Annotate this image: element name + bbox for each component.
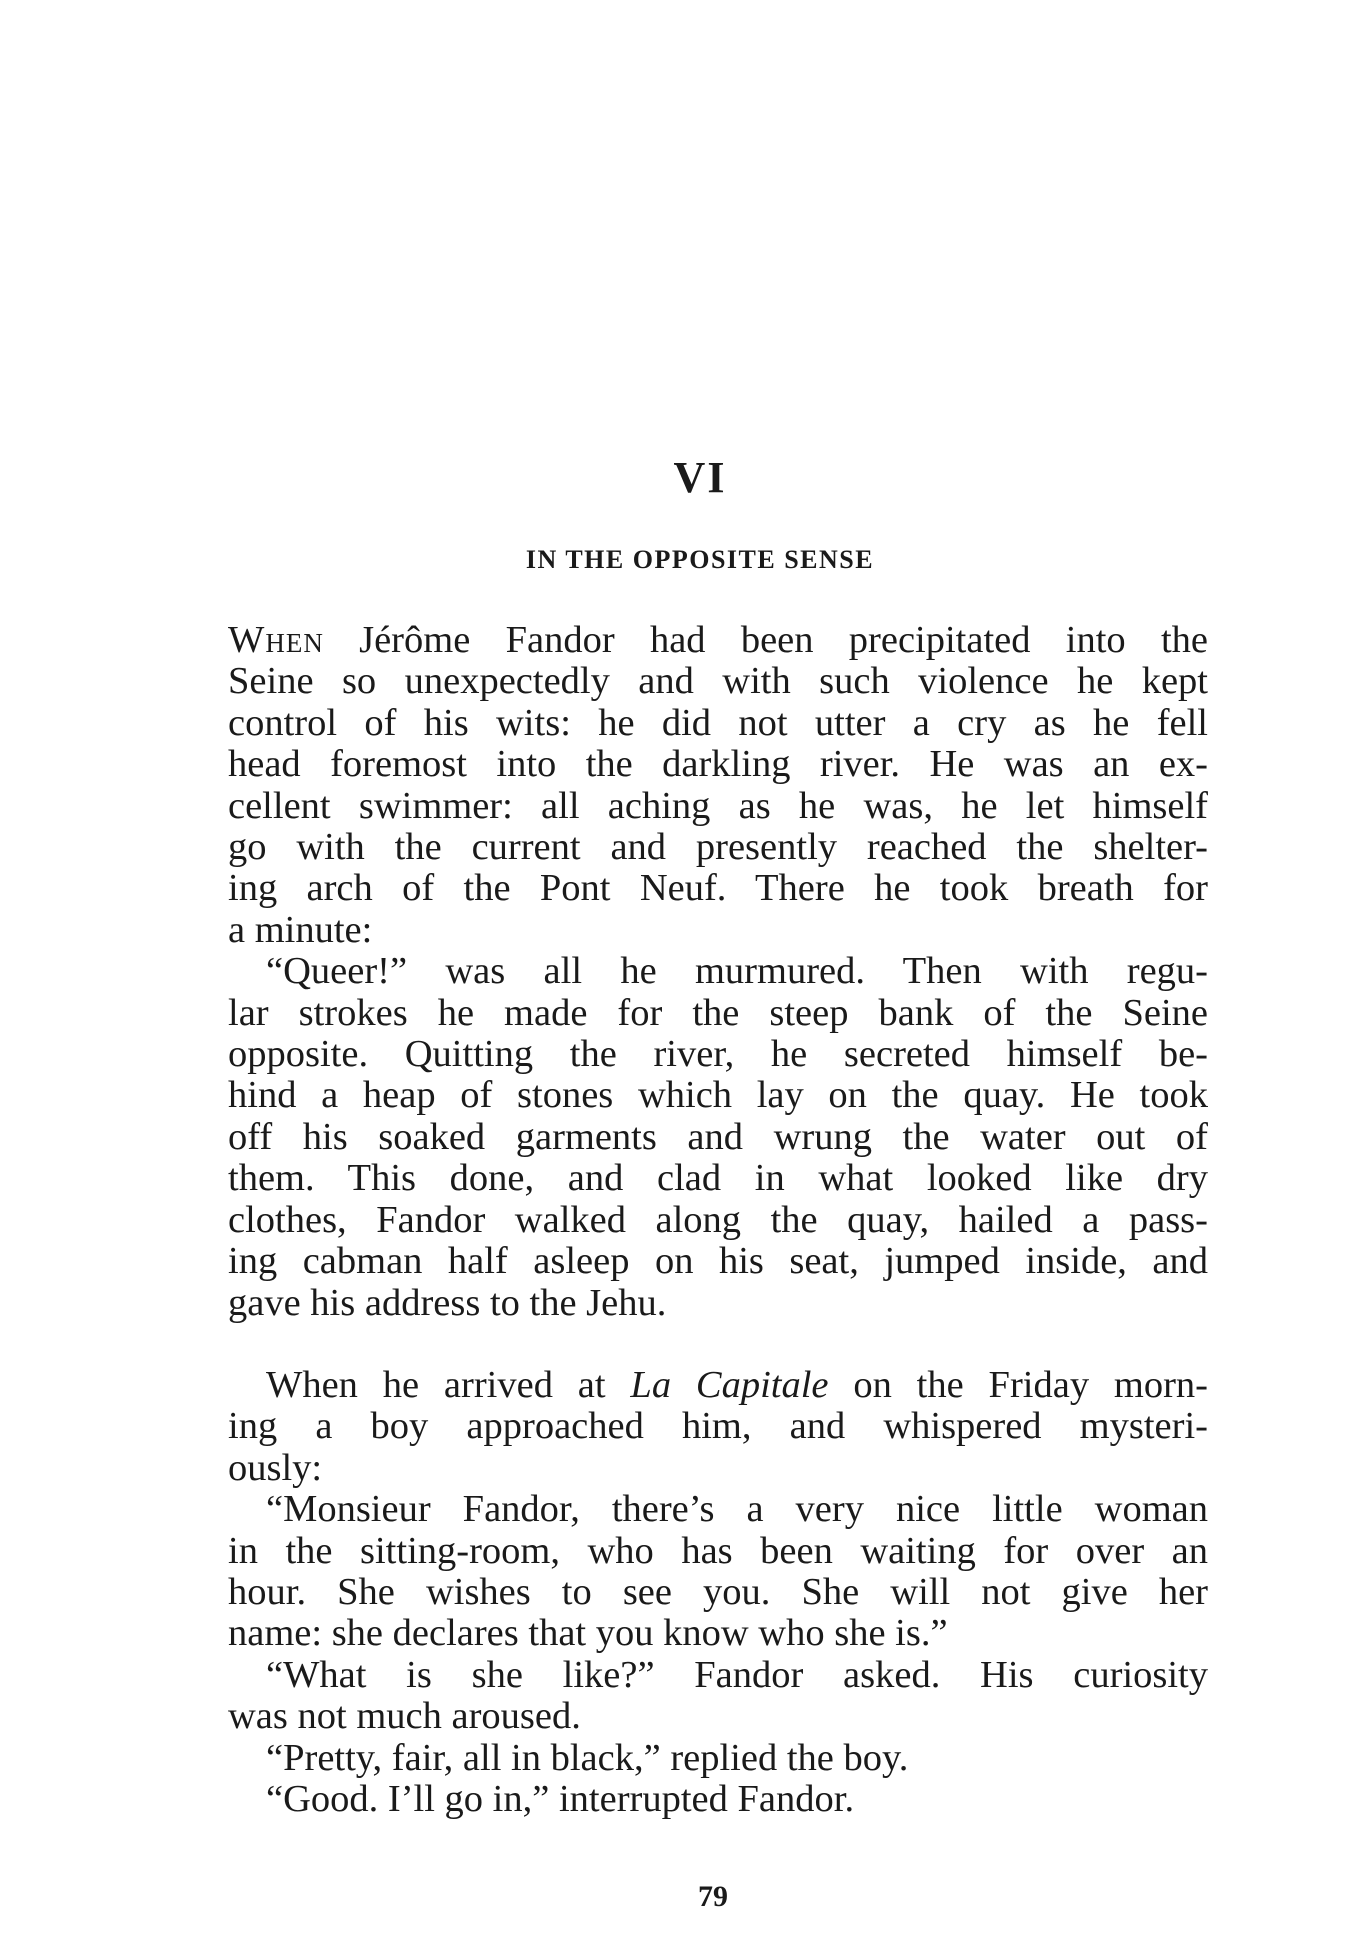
text-line: “Good. I’ll go in,” interrupted Fandor. (266, 1778, 855, 1821)
text-line: gave his address to the Jehu. (228, 1281, 667, 1324)
text-line: “Queer!” was all he murmured. Then with regu- (266, 950, 1208, 993)
text-line: them. This done, and clad in what looked like dry (228, 1157, 1208, 1200)
text-line: hour. She wishes to see you. She will not give her (228, 1571, 1208, 1614)
text-line: clothes, Fandor walked along the quay, hailed a pass- (228, 1198, 1208, 1241)
opening-word: When (228, 619, 324, 661)
text-line: go with the current and presently reached the shelter- (228, 826, 1208, 869)
text-line: cellent swimmer: all aching as he was, he let himself (228, 784, 1208, 827)
text-line: “What is she like?” Fandor asked. His curiosity (266, 1653, 1208, 1696)
text-line: a minute: (228, 908, 373, 951)
text-line: was not much aroused. (228, 1695, 581, 1738)
text-line: “Monsieur Fandor, there’s a very nice little woman (266, 1488, 1208, 1531)
chapter-number: VI (673, 453, 727, 502)
text-line: ing a boy approached him, and whispered mysteri- (228, 1405, 1208, 1448)
text-line: ing cabman half asleep on his seat, jumped inside, and (228, 1240, 1208, 1283)
page-number: 79 (698, 1880, 728, 1913)
newspaper-name: La Capitale (630, 1364, 829, 1406)
text-line: opposite. Quitting the river, he secreted himself be- (228, 1033, 1208, 1076)
text-line: “Pretty, fair, all in black,” replied the boy. (266, 1736, 909, 1779)
section-2 (228, 1365, 1208, 1820)
section-1 (228, 620, 1208, 1324)
text-line: lar strokes he made for the steep bank of the Seine (228, 991, 1208, 1034)
text-line: name: she declares that you know who she is.” (228, 1612, 948, 1655)
text-line: control of his wits: he did not utter a cry as he fell (228, 701, 1208, 744)
text-line: hind a heap of stones which lay on the quay. He took (228, 1074, 1208, 1117)
text-line: ously: (228, 1446, 323, 1489)
text-line: ing arch of the Pont Neuf. There he took breath for (228, 867, 1208, 910)
chapter-title: IN THE OPPOSITE SENSE (525, 545, 875, 574)
text-line: Seine so unexpectedly and with such violence he kept (228, 660, 1208, 703)
text-line: head foremost into the darkling river. He was an ex- (228, 743, 1208, 786)
text-line: When Jérôme Fandor had been precipitated into the (228, 619, 1208, 661)
text-line: When he arrived at La Capitale on the Friday morn- (266, 1364, 1208, 1406)
text-line: in the sitting-room, who has been waiting for over an (228, 1529, 1208, 1572)
text-line: off his soaked garments and wrung the water out of (228, 1115, 1208, 1158)
